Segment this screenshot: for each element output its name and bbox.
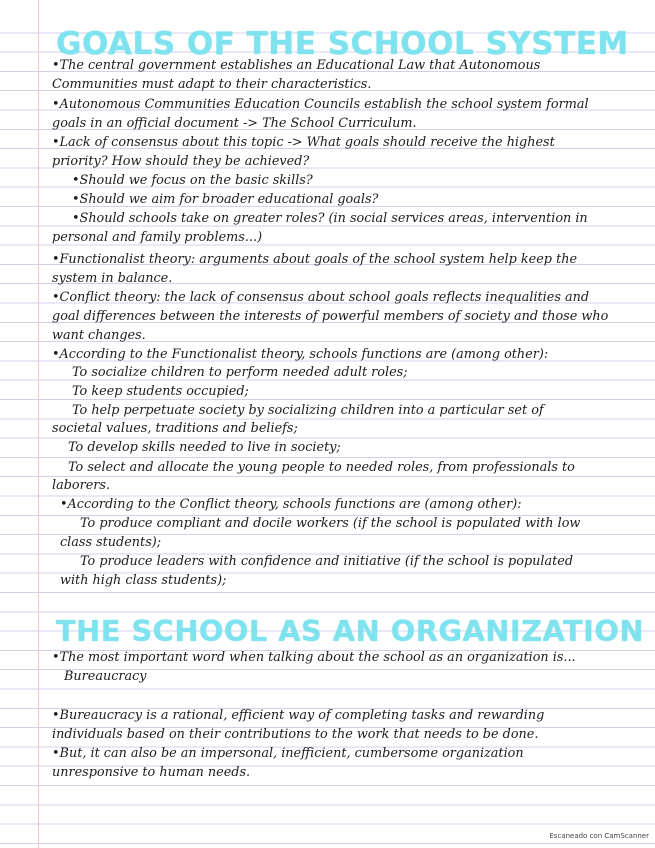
text-line: Bureaucracy (64, 669, 147, 684)
text-line: laborers. (52, 478, 111, 493)
text-line: priority? How should they be achieved? (52, 154, 310, 169)
text-line: •Functionalist theory: arguments about goals of the school system help keep the (52, 252, 578, 267)
scanner-watermark: Escaneado con CamScanner (549, 832, 649, 840)
text-line: goals in an official document -> The School Curriculum. (52, 116, 417, 131)
text-line: •According to the Conflict theory, schools functions are (among other): (60, 497, 522, 512)
text-line: •Should we focus on the basic skills? (72, 173, 313, 188)
text-line: •Conflict theory: the lack of consensus about school goals reflects inequalities and (52, 290, 590, 305)
section-title-goals: GOALS OF THE SCHOOL SYSTEM (56, 26, 629, 62)
text-line: To develop skills needed to live in society; (68, 440, 341, 455)
text-line: societal values, traditions and beliefs; (52, 421, 298, 436)
text-line: class students); (60, 535, 162, 550)
section-title-organization: THE SCHOOL AS AN ORGANIZATION (56, 614, 644, 648)
text-line: •The central government establishes an Educational Law that Autonomous (52, 58, 541, 73)
text-line: •Should we aim for broader educational goals? (72, 192, 379, 207)
text-line: •But, it can also be an impersonal, inefficient, cumbersome organization (52, 746, 524, 761)
text-line: with high class students); (60, 573, 227, 588)
text-line: goal differences between the interests of powerful members of society and those who (52, 309, 609, 324)
text-line: system in balance. (52, 271, 173, 286)
text-line: To help perpetuate society by socializing children into a particular set of (72, 403, 544, 418)
text-line: •Lack of consensus about this topic -> What goals should receive the highest (52, 135, 555, 150)
text-line: To select and allocate the young people to needed roles, from professionals to (68, 460, 575, 475)
text-line: Communities must adapt to their characteristics. (52, 77, 372, 92)
text-line: •Autonomous Communities Education Councils establish the school system formal (52, 97, 589, 112)
text-line: To socialize children to perform needed adult roles; (72, 365, 408, 380)
text-line: want changes. (52, 328, 146, 343)
text-line: personal and family problems...) (52, 230, 263, 245)
text-line: •Should schools take on greater roles? (in social services areas, intervention in (72, 211, 588, 226)
text-line: individuals based on their contributions to the work that needs to be done. (52, 727, 539, 742)
text-line: •The most important word when talking about the school as an organization is... (52, 650, 576, 665)
text-line: To produce compliant and docile workers (if the school is populated with low (80, 516, 581, 531)
text-line: •According to the Functionalist theory, schools functions are (among other): (52, 347, 549, 362)
text-line: To produce leaders with confidence and initiative (if the school is populated (80, 554, 574, 569)
text-line: •Bureaucracy is a rational, efficient way of completing tasks and rewarding (52, 708, 545, 723)
text-line: To keep students occupied; (72, 384, 249, 399)
text-line: unresponsive to human needs. (52, 765, 251, 780)
